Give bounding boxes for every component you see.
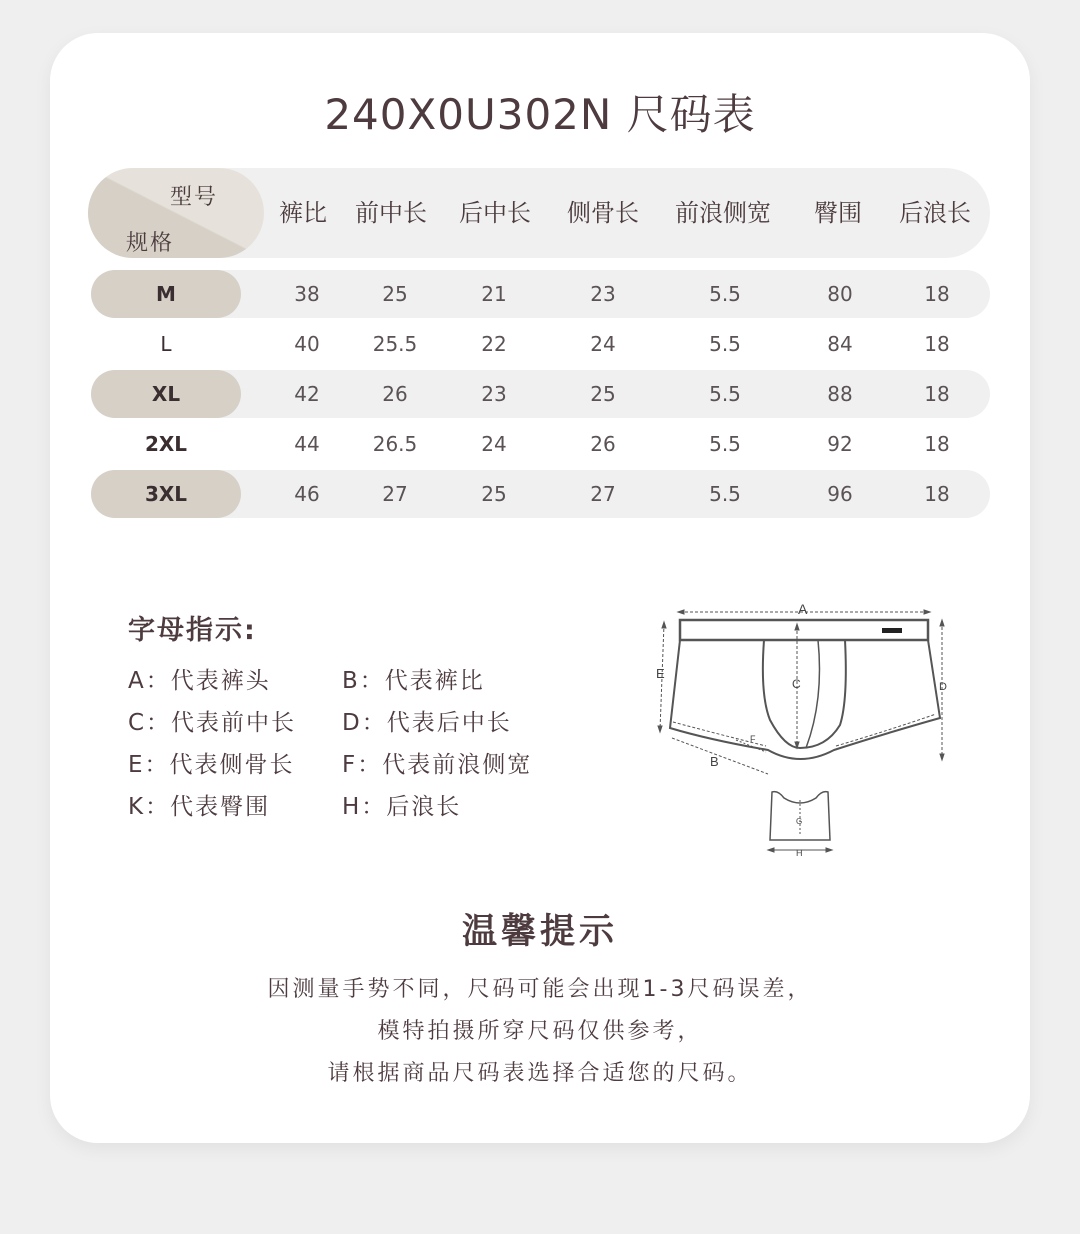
- diagram-label-d: D: [939, 681, 947, 693]
- table-cell: 44: [294, 432, 320, 456]
- table-cell: 5.5: [709, 482, 741, 506]
- table-cell: 88: [827, 382, 853, 406]
- table-cell: 18: [924, 382, 950, 406]
- legend-item: E：代表侧骨长: [128, 752, 295, 778]
- table-cell: 24: [481, 432, 507, 456]
- table-cell: 21: [481, 282, 507, 306]
- tip-line: 模特拍摄所穿尺码仅供参考，: [377, 1019, 703, 1044]
- diagram-label-b: B: [710, 754, 719, 769]
- size-label: L: [160, 332, 172, 356]
- table-cell: 5.5: [709, 432, 741, 456]
- column-header: 后浪长: [899, 199, 971, 227]
- size-label: M: [91, 270, 241, 318]
- legend-title: 字母指示:: [128, 615, 257, 646]
- tip-line: 请根据商品尺码表选择合适您的尺码。: [327, 1061, 753, 1086]
- table-row: [91, 370, 990, 418]
- diagram-label-e: E: [656, 666, 665, 681]
- size-label: XL: [91, 370, 241, 418]
- tips-title: 温馨提示: [461, 912, 618, 952]
- table-cell: 26.5: [372, 432, 418, 456]
- diagram-label-h: H: [796, 848, 803, 858]
- table-cell: 92: [827, 432, 853, 456]
- legend-item: H：后浪长: [342, 794, 462, 820]
- table-cell: 23: [481, 382, 507, 406]
- table-cell: 18: [924, 482, 950, 506]
- table-cell: 24: [590, 332, 616, 356]
- legend-item: K：代表臀围: [128, 794, 271, 820]
- table-cell: 38: [294, 282, 320, 306]
- table-cell: 18: [924, 332, 950, 356]
- column-header: 后中长: [459, 199, 531, 227]
- table-cell: 46: [294, 482, 320, 506]
- legend-item: D：代表后中长: [342, 710, 512, 736]
- column-header: 前中长: [355, 199, 427, 227]
- diagram-label-f: F: [750, 734, 756, 744]
- table-row: [91, 470, 990, 518]
- table-cell: 80: [827, 282, 853, 306]
- legend-item: B：代表裤比: [342, 668, 485, 694]
- tip-line: 因测量手势不同，尺码可能会出现1-3尺码误差，: [267, 977, 813, 1002]
- table-cell: 27: [382, 482, 408, 506]
- table-row: [91, 270, 990, 318]
- table-cell: 22: [481, 332, 507, 356]
- size-label: 3XL: [91, 470, 241, 518]
- corner-label-model: 型号: [170, 185, 219, 210]
- diagram-label-c: C: [792, 677, 801, 691]
- table-cell: 18: [924, 282, 950, 306]
- table-corner-cell: [88, 168, 264, 258]
- column-header: 侧骨长: [567, 199, 639, 227]
- size-label: 2XL: [144, 432, 188, 456]
- table-cell: 25: [481, 482, 507, 506]
- diagram-label-g: G: [796, 817, 803, 826]
- table-cell: 25.5: [372, 332, 418, 356]
- table-cell: 42: [294, 382, 320, 406]
- page-title: 240X0U302N 尺码表: [324, 90, 756, 139]
- table-cell: 27: [590, 482, 616, 506]
- table-cell: 23: [590, 282, 616, 306]
- legend-item: A：代表裤头: [128, 668, 271, 694]
- table-row: [91, 420, 990, 468]
- table-cell: 5.5: [709, 332, 741, 356]
- legend-item: C：代表前中长: [128, 710, 297, 736]
- table-cell: 96: [827, 482, 853, 506]
- table-cell: 5.5: [709, 382, 741, 406]
- column-header: 前浪侧宽: [675, 199, 771, 227]
- table-cell: 25: [382, 282, 408, 306]
- table-cell: 26: [382, 382, 408, 406]
- table-row: [91, 320, 990, 368]
- table-cell: 18: [924, 432, 950, 456]
- diagram-label-a: A: [798, 601, 808, 617]
- table-cell: 5.5: [709, 282, 741, 306]
- table-cell: 84: [827, 332, 853, 356]
- column-header: 臀围: [814, 199, 862, 227]
- table-cell: 26: [590, 432, 616, 456]
- corner-label-spec: 规格: [126, 231, 175, 256]
- table-cell: 25: [590, 382, 616, 406]
- column-header: 裤比: [279, 199, 327, 227]
- table-cell: 40: [294, 332, 320, 356]
- legend-item: F：代表前浪侧宽: [342, 752, 533, 778]
- briefs-measurement-diagram: [650, 600, 960, 860]
